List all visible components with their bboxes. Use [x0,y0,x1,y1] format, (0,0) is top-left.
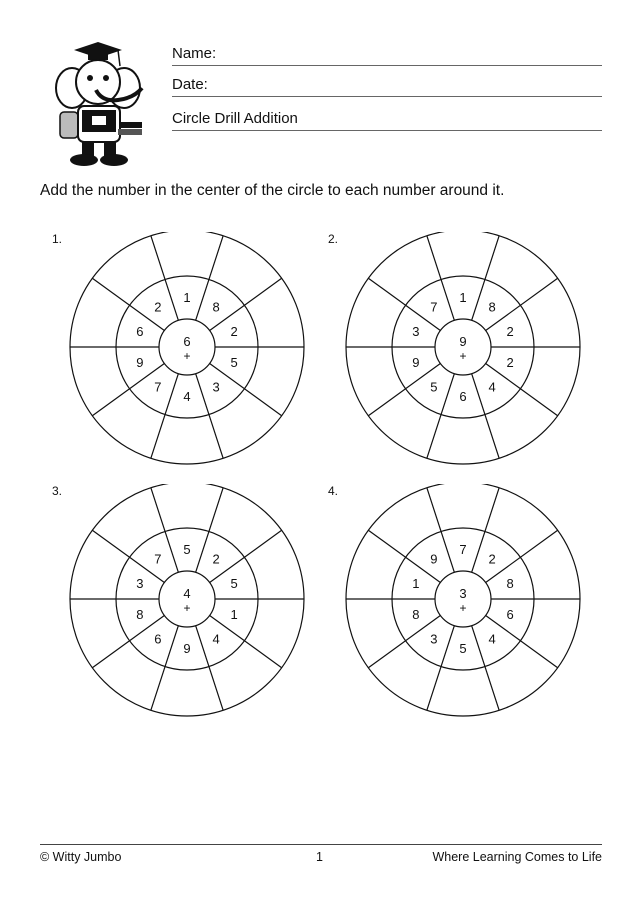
ring-number: 3 [212,379,220,395]
segment-divider [486,363,558,415]
ring-number: 7 [154,379,162,395]
problem-number: 2. [328,232,339,246]
answer-cell[interactable] [373,627,375,629]
date-label: Date: [172,76,208,93]
witty-jumbo-elephant-logo [52,40,152,168]
answer-cell[interactable] [275,317,277,319]
plus-operator: + [459,349,467,363]
segment-divider [486,278,558,330]
ring-number: 2 [506,354,514,370]
answer-cell[interactable] [407,270,409,272]
segment-divider [210,530,282,582]
worksheet-title-text: Circle Drill Addition [172,110,298,127]
answer-cell[interactable] [517,422,519,424]
ring-number: 9 [412,354,420,370]
ring-number: 5 [183,542,191,557]
ring-number: 3 [412,324,420,340]
center-number: 4 [183,586,191,601]
ring-number: 7 [459,542,467,557]
answer-cell[interactable] [186,504,188,506]
name-field[interactable] [172,45,602,66]
plus-operator: + [183,349,191,363]
answer-cell[interactable] [462,252,464,254]
segment-divider [486,530,558,582]
ring-number: 6 [506,606,514,622]
answer-cell[interactable] [462,440,464,442]
ring-number: 5 [430,379,438,395]
name-label: Name: [172,45,217,62]
answer-cell[interactable] [551,569,553,571]
answer-cell[interactable] [462,692,464,694]
footer-tagline: Where Learning Comes to Life [432,850,602,864]
center-number: 9 [459,334,467,349]
ring-number: 4 [183,389,191,404]
plus-operator: + [459,601,467,615]
answer-cell[interactable] [407,674,409,676]
answer-cell[interactable] [275,569,277,571]
circle-drill-2 [328,232,610,492]
ring-number: 8 [412,606,420,622]
answer-cell[interactable] [517,522,519,524]
answer-cell[interactable] [241,674,243,676]
answer-cell[interactable] [275,375,277,377]
ring-number: 8 [136,606,144,622]
ring-number: 3 [136,576,144,592]
answer-cell[interactable] [131,522,133,524]
answer-cell[interactable] [97,569,99,571]
ring-number: 3 [430,631,438,647]
answer-cell[interactable] [186,440,188,442]
instructions: Add the number in the center of the circle to each number around it. [40,182,505,199]
ring-number: 4 [212,631,220,647]
answer-cell[interactable] [131,422,133,424]
segment-divider [210,615,282,667]
answer-cell[interactable] [373,317,375,319]
ring-number: 2 [230,324,238,340]
worksheet-title [172,110,602,131]
ring-number: 5 [230,576,238,592]
ring-number: 8 [212,299,220,315]
ring-number: 5 [230,354,238,370]
ring-number: 1 [412,576,420,592]
answer-cell[interactable] [407,422,409,424]
footer-copyright: © Witty Jumbo [40,850,122,864]
answer-cell[interactable] [131,674,133,676]
answer-cell[interactable] [517,674,519,676]
ring-number: 1 [183,290,191,305]
answer-cell[interactable] [373,375,375,377]
ring-number: 9 [430,551,438,567]
answer-cell[interactable] [407,522,409,524]
answer-cell[interactable] [241,522,243,524]
center-number: 6 [183,334,191,349]
ring-number: 9 [136,354,144,370]
ring-number: 2 [154,299,162,315]
ring-number: 7 [154,551,162,567]
ring-number: 2 [506,324,514,340]
ring-number: 8 [488,299,496,315]
date-field[interactable] [172,76,602,97]
ring-number: 4 [488,631,496,647]
segment-divider [486,615,558,667]
answer-cell[interactable] [462,504,464,506]
ring-number: 5 [459,641,467,656]
ring-number: 6 [459,389,467,404]
answer-cell[interactable] [241,270,243,272]
answer-cell[interactable] [551,375,553,377]
circle-drill-graphic [340,484,610,744]
circle-drill-graphic [64,484,334,744]
center-number: 3 [459,586,467,601]
answer-cell[interactable] [275,627,277,629]
footer-divider [40,844,602,845]
ring-number: 1 [230,606,238,622]
answer-cell[interactable] [241,422,243,424]
circle-drill-4 [328,484,610,744]
answer-cell[interactable] [131,270,133,272]
answer-cell[interactable] [97,317,99,319]
answer-cell[interactable] [186,692,188,694]
ring-number: 1 [459,290,467,305]
ring-number: 7 [430,299,438,315]
problem-number: 4. [328,484,339,498]
ring-number: 9 [183,641,191,656]
answer-cell[interactable] [517,270,519,272]
ring-number: 2 [488,551,496,567]
circle-drill-graphic [64,232,334,492]
segment-divider [210,278,282,330]
segment-divider [210,363,282,415]
ring-number: 8 [506,576,514,592]
answer-cell[interactable] [97,375,99,377]
circle-drill-3 [52,484,334,744]
answer-cell[interactable] [373,569,375,571]
answer-cell[interactable] [551,317,553,319]
problem-number: 1. [52,232,63,246]
plus-operator: + [183,601,191,615]
ring-number: 2 [212,551,220,567]
ring-number: 4 [488,379,496,395]
ring-number: 6 [136,324,144,340]
answer-cell[interactable] [186,252,188,254]
answer-cell[interactable] [551,627,553,629]
problem-number: 3. [52,484,63,498]
answer-cell[interactable] [97,627,99,629]
ring-number: 6 [154,631,162,647]
circle-drill-1 [52,232,334,492]
circle-drill-graphic [340,232,610,492]
footer-page-number: 1 [316,850,323,864]
